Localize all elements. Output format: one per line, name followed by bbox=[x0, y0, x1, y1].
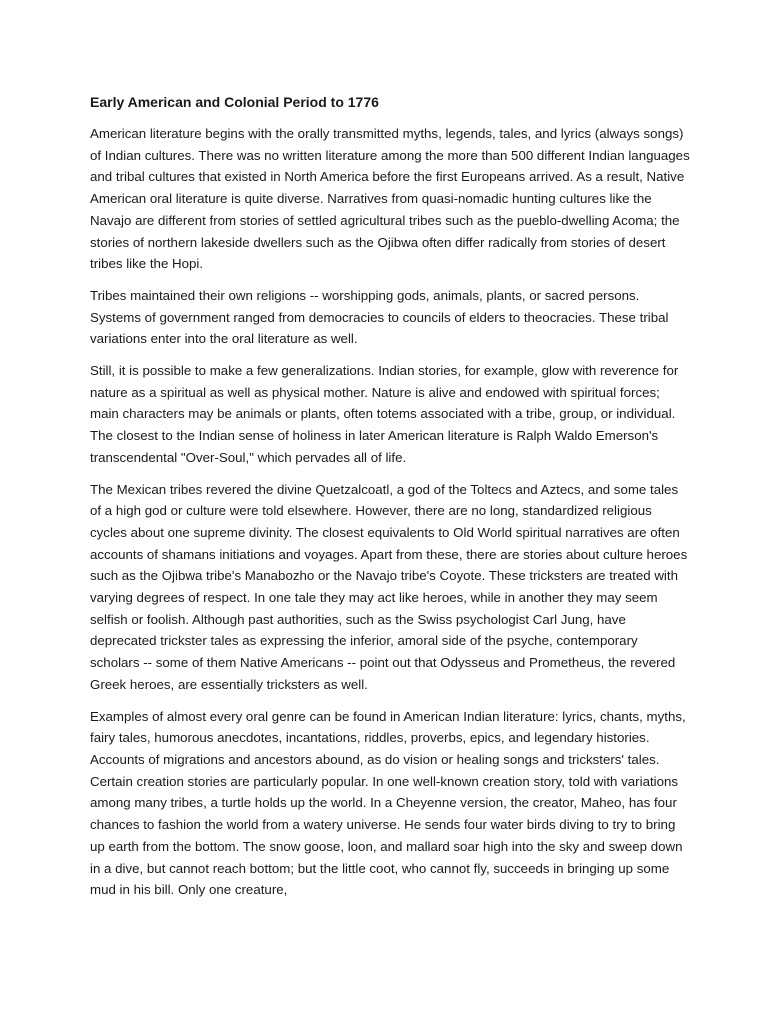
document-body bbox=[90, 92, 690, 911]
section-heading: Early American and Colonial Period to 1776 bbox=[90, 94, 379, 110]
paragraph-1: American literature begins with the orally transmitted myths, legends, tales, and lyrics (always songs) of Indian cultures. There was no written literature among the more than 500 different Indian languages and tribal cultures that existed in North America before the first Europeans arrived. As a result, Native American oral literature is quite diverse. Narratives from quasi-nomadic hunting cultures like the Navajo are different from stories of settled agricultural tribes such as the pueblo-dwelling Acoma; the stories of northern lakeside dwellers such as the Ojibwa often differ radically from stories of desert tribes like the Hopi. bbox=[90, 126, 690, 272]
paragraph-3: Still, it is possible to make a few generalizations. Indian stories, for example, glow with reverence for nature as a spiritual as well as physical mother. Nature is alive and endowed with spiritual forces; main characters may be animals or plants, often totems associated with a tribe, group, or individual. The closest to the Indian sense of holiness in later American literature is Ralph Waldo Emerson's transcendental "Over-Soul," which pervades all of life. bbox=[90, 363, 679, 465]
paragraph-5: Examples of almost every oral genre can be found in American Indian literature: lyrics, chants, myths, fairy tales, humorous anecdotes, incantations, riddles, proverbs, epics, and legendary histories. Accounts of migrations and ancestors abound, as do vision or healing songs and tricksters' tales. Certain creation stories are particularly popular. In one well-known creation story, told with variations among many tribes, a turtle holds up the world. In a Cheyenne version, the creator, Maheo, has four chances to fashion the world from a watery universe. He sends four water birds diving to try to bring up earth from the bottom. The snow goose, loon, and mallard soar high into the sky and sweep down in a dive, but cannot reach bottom; but the little coot, who cannot fly, succeeds in bringing up some mud in his bill. Only one creature, bbox=[90, 708, 686, 898]
paragraph-2: Tribes maintained their own religions -- worshipping gods, animals, plants, or sacred persons. Systems of government ranged from democracies to councils of elders to theocracies. These tribal variations enter into the oral literature as well. bbox=[90, 287, 669, 347]
paragraph-4: The Mexican tribes revered the divine Quetzalcoatl, a god of the Toltecs and Aztecs, and some tales of a high god or culture were told elsewhere. However, there are no long, standardized religious cycles about one supreme divinity. The closest equivalents to Old World spiritual narratives are often accounts of shamans initiations and voyages. Apart from these, there are stories about culture heroes such as the Ojibwa tribe's Manabozho or the Navajo tribe's Coyote. These tricksters are treated with varying degrees of respect. In one tale they may act like heroes, while in another they may seem selfish or foolish. Although past authorities, such as the Swiss psychologist Carl Jung, have deprecated trickster tales as expressing the inferior, amoral side of the psyche, contemporary scholars -- some of them Native Americans -- point out that Odysseus and Prometheus, the revered Greek heroes, are essentially tricksters as well. bbox=[90, 481, 688, 692]
